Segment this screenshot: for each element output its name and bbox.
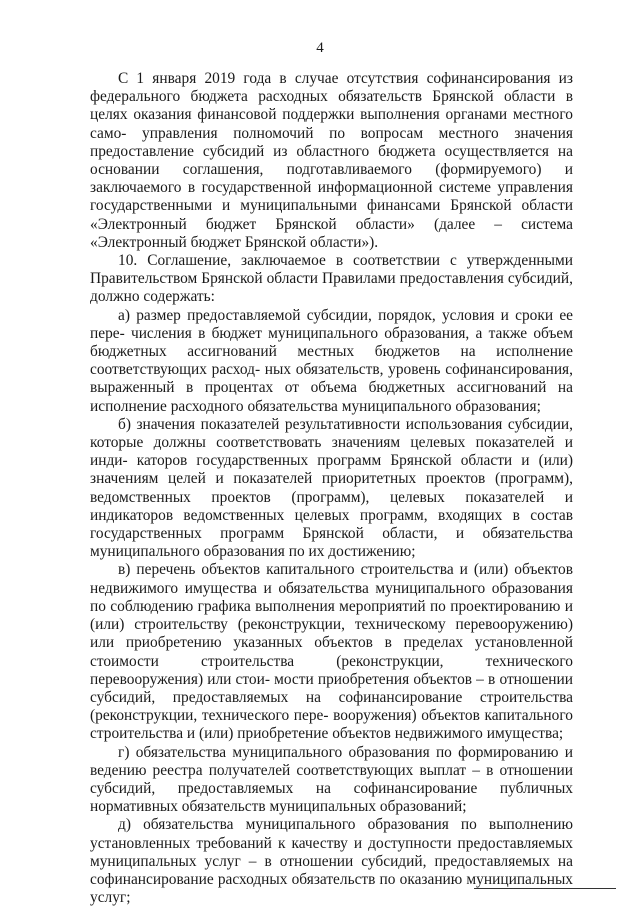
paragraph-10: 10. Соглашение, заключаемое в соответствии с утвержденными Правительством Брянской области Правилами предоставления субсидий, должно содержать:	[90, 252, 573, 306]
paragraph-item-b: б) значения показателей результативности использования субсидии, которые должны соответствовать значениям целевых показателей и инди- каторов государственных программ Брянской области и (или) значениям целей и показателей приоритетных проектов (программ), ведомственных проектов (программ), целевых показателей и индикаторов ведомственных целевых программ, входящих в состав государственных программ Брянской области, и обязательства муниципального образования по их достижению;	[90, 415, 573, 561]
footer-rule	[474, 888, 616, 889]
paragraph-intro: С 1 января 2019 года в случае отсутствия софинансирования из федерального бюджета расходных обязательств Брянской области в целях оказания финансовой поддержки выполнения органами местного само- управления полномочий по вопросам местного значения предоставление субсидий из областного бюджета осуществляется на основании соглашения, подготавливаемого (формируемого) и заключаемого в государственной информационной системе управления государственными и муниципальными финансами Брянской области «Электронный бюджет Брянской области» (далее – система «Электронный бюджет Брянской области»).	[90, 70, 573, 251]
paragraph-item-g: г) обязательства муниципального образования по формированию и ведению реестра получателей соответствующих выплат – в отношении субсидий, предоставляемых на софинансирование публичных нормативных обязательств муниципальных образований;	[90, 743, 573, 816]
paragraph-item-v: в) перечень объектов капитального строительства и (или) объектов недвижимого имущества и обязательства муниципального образования по соблюдению графика выполнения мероприятий по проектированию и (или) строительству (реконструкции, техническому перевооружению) или приобретению указанных объектов в пределах установленной стоимости строительства (реконструкции, технического перевооружения) или стои- мости приобретения объектов – в отношении субсидий, предоставляемых на софинансирование строительства (реконструкции, технического пере- вооружения) объектов капитального строительства и (или) приобретение объектов недвижимого имущества;	[90, 561, 573, 743]
paragraph-item-a: а) размер предоставляемой субсидии, порядок, условия и сроки ее пере- числения в бюджет муниципального образования, а также объем бюджетных ассигнований местных бюджетов на исполнение соответствующих расход- ных обязательств, уровень софинансирования, выраженный в процентах от объема бюджетных ассигнований на исполнение расходного обязательства муниципального образования;	[90, 306, 573, 415]
page-number: 4	[316, 40, 324, 56]
paragraph-item-d: д) обязательства муниципального образования по выполнению установленных требований к качеству и доступности предоставляемых муниципальных услуг – в отношении субсидий, предоставляемых на софинансирование расходных обязательств по оказанию муниципальных услуг;	[90, 816, 573, 907]
document-body	[90, 70, 573, 907]
